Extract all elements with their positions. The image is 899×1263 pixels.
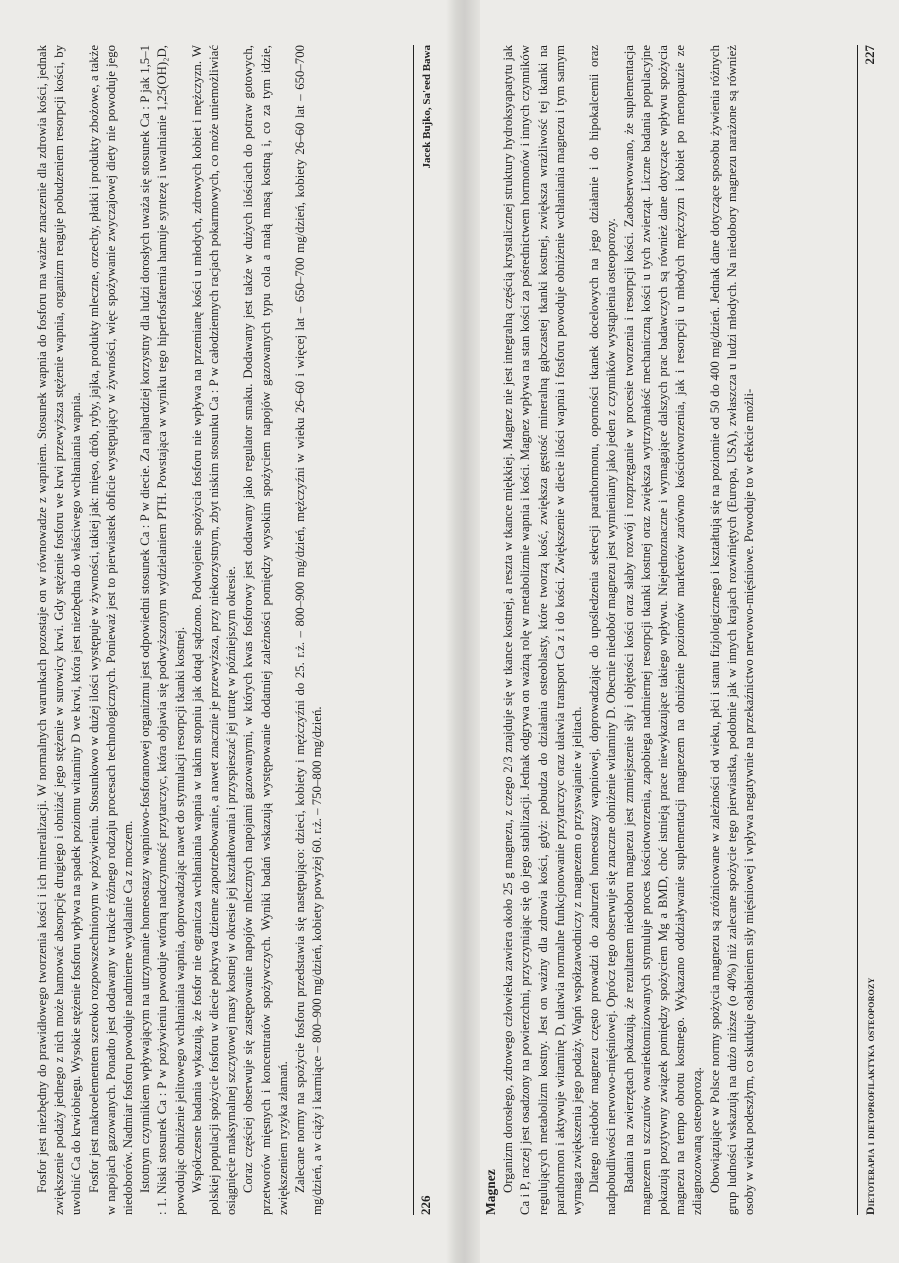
paragraph: Fosfor jest niezbędny do prawidłowego tworzenia kości i ich mineralizacji. W normalnych warunkach pozostaje on w równowadze z wapniem. Stosunek wapnia do fosforu ma ważne znaczenie dla zdrowia kości, jednak zwiększenie podaży jednego z nich może hamować absorpcję drugiego i obniżać jego stężenie w surowicy krwi. Gdy stężenie fosforu we krwi przewyższa stężenie wapnia, organizm reaguje pobudzeniem resorpcji kości, by uwolnić Ca do krwiobiegu. Wysokie stężenie fosforu wpływa na spadek poziomu witaminy D we krwi, która jest niezbędna do właściwego wchłaniania wapnia. [35,45,84,1215]
page-number: 226 [418,1195,433,1215]
left-page-content [34,45,434,1215]
page-number: 227 [862,45,877,65]
running-head-authors: Jacek Bujko, Sa'eed Bawa [421,45,433,169]
left-page-body [34,45,326,1215]
section-heading: Magnez [483,1169,498,1215]
paragraph: Współczesne badania wykazują, że fosfor nie ogranicza wchłaniania wapnia w takim stopniu jak dotąd sądzono. Podwojenie spożycia fosforu nie wpływa na przemianę kości u młodych, zdrowych kobiet i mężczyzn. W polskiej populacji spożycie fosforu w diecie pokrywa dzienne zapotrzebowanie, a nawet znacznie je przewyższa, przy niekorzystnym, zbyt niskim stosunku Ca : P w całodziennych racjach pokarmowych, co może uniemożliwiać osiągnięcie maksymalnej szczytowej masy kostnej w okresie jej kształtowania i przyspieszać jej utratę w późniejszym okresie. [189,45,239,1215]
right-page [470,0,890,1263]
right-page-content [478,45,878,1215]
paragraph: Coraz częściej obserwuje się zastępowanie napojów mlecznych napojami gazowanymi, w których kwas fosforowy jest dodawany jako regulator smaku. Dodawany jest także w dużych ilościach do potraw gotowych, przetworów mięsnych i koncentratów spożywczych. Wyniki badań wskazują występowanie dodatniej zależności pomiędzy wysokim spożyciem napojów gazowanych typu cola a małą masą kostną i, co za tym idzie, zwiększeniem ryzyka złamań. [241,45,290,1215]
paragraph: Obowiązujące w Polsce normy spożycia magnezu są zróżnicowane w zależności od wieku, płci i stanu fizjologicznego i kształtują się na poziomie od 50 do 400 mg/dzień. Jednak dane dotyczące sposobu żywienia różnych grup ludności wskazują na dużo niższe (o 40%) niż zalecane spożycie tego pierwiastka, podobnie jak w innych krajach rozwiniętych (Europa, USA), zwłaszcza u ludzi młodych. Na niedobory magnezu narażone są również osoby w wieku podeszłym, co skutkuje osłabieniem siły mięśniowej i wpływa negatywnie na przekaźnictwo nerwowo-mięśniowe. Powoduje to w efekcie możli- [707,45,757,1215]
paragraph: Fosfor jest makroelementem szeroko rozpowszechnionym w pożywieniu. Stosunkowo w dużej ilości występuje w żywności, takiej jak: mięso, drób, ryby, jajka, produkty mleczne, orzechy, płatki i produkty zbożowe, a także w napojach gazowanych. Ponadto jest dodawany w trakcie różnego rodzaju procesach technologicznych. Ponieważ jest to pierwiastek obficie występujący w żywności, więc spożywanie zwyczajowej diety nie powoduje jego niedoborów. Nadmiar fosforu powoduje nadmierne wydalanie Ca z moczem. [86,45,136,1215]
paragraph: Dlatego niedobór magnezu często prowadzi do zaburzeń homeostazy wapniowej, doprowadzając do upośledzenia sekrecji parathormonu, oporności tkanek docelowych na jego działanie i do hipokalcemii oraz nadpobudliwości nerwowo-mięśniowej. Oprócz tego obserwuje się znaczne obniżenie witaminy D. Obecnie niedobór magnezu jest wymieniany jako jeden z czynników wystąpienia osteoporozy. [587,45,619,1215]
paragraph: Organizm dorosłego, zdrowego człowieka zawiera około 25 g magnezu, z czego 2/3 znajduje się w tkance kostnej, a reszta w tkance miękkiej. Magnez nie jest integralną częścią krystalicznej struktury hydroksyapatytu jak Ca i P, raczej jest osadzony na powierzchni, przyczyniając się do jego stabilizacji. Jednak odgrywa on ważną rolę w metabolizmie wapnia i kości. Magnez wpływa na stan kości za pośrednictwem hormonów i innych czynników regulujących metabolizm kostny. Jest on ważny dla zdrowia kości, gdyż: pobudza do działania osteoblasty, które tworzą kość, zwiększa gęstość mineralną gąbczastej tkanki kostnej, zwiększa wrażliwość tej tkanki na parathormon i aktywuje witaminę D, ułatwia normalne funkcjonowanie przytarczyc oraz ułatwia transport Ca z i do kości. Zwiększenie w diecie ilości wapnia i fosforu powoduje obniżenie wchłaniania magnezu i tym samym wymaga zwiększenia jego podaży. Wapń współzawodniczy z magnezem o przyswajanie w jelitach. [501,45,585,1215]
left-page-footer [413,45,434,1215]
paragraph: Istotnym czynnikiem wpływającym na utrzymanie homeostazy wapniowo-fosforanowej organizmu jest odpowiedni stosunek Ca : P w diecie. Za najbardziej korzystny dla ludzi dorosłych uważa się stosunek Ca : P jak 1,5–1 : 1. Niski stosunek Ca : P w pożywieniu powoduje wtórną nadczynność przytarczyc, która objawia się podwyższonym wydzielaniem PTH. Powstająca w wyniku tego hiperfosfatemia hamuje syntezę i uwalnianie 1,25(OH)₂D, powodując obniżenie jelitowego wchłaniania wapnia, doprowadzając nawet do stymulacji resorpcji tkanki kostnej. [138,45,187,1215]
right-page-footer [857,45,878,1215]
running-head-title: Dietoterapia i dietoprofilaktyka osteoporozy [865,977,877,1215]
left-page [24,0,444,1263]
paragraph: Zalecane normy na spożycie fosforu przedstawia się następująco: dzieci, kobiety i mężczyźni do 25. r.ż. – 800–900 mg/dzień, mężczyźni w wieku 26–60 i więcej lat – 650–700 mg/dzień, kobiety 26–60 lat – 650–700 mg/dzień, a w ciąży i karmiące – 800–900 mg/dzień, kobiety powyżej 60. r.ż. – 750–800 mg/dzień. [293,45,325,1215]
paragraph: Badania na zwierzętach pokazują, że rezultatem niedoboru magnezu jest zmniejszenie siły i objętości kości oraz słaby rozwój i rozprzęganie w procesie tworzenia i resorpcji kości. Zaobserwowano, że suplementacja magnezem u szczurów owariektomizowanych stymuluje proces kościotworzenia, zapobiega nadmiernej resorpcji tkanki kostnej oraz zwiększa wytrzymałość mechaniczną kości u tych zwierząt. Liczne badania populacyjne pokazują pozytywny związek pomiędzy spożyciem Mg a BMD, choć istnieją prace niewykazujące takiego wpływu. Niejednoznaczne i wymagające dalszych prac badawczych są również dane dotyczące wpływu spożycia magnezu na tempo obrotu kostnego. Wykazano oddziaływanie suplementacji magnezem na obniżenie poziomów markerów zarówno kościotworzenia, jak i resorpcji u młodych mężczyzn i kobiet po menopauzie ze zdiagnozowaną osteoporozą. [621,45,705,1215]
right-page-body [482,45,758,1215]
